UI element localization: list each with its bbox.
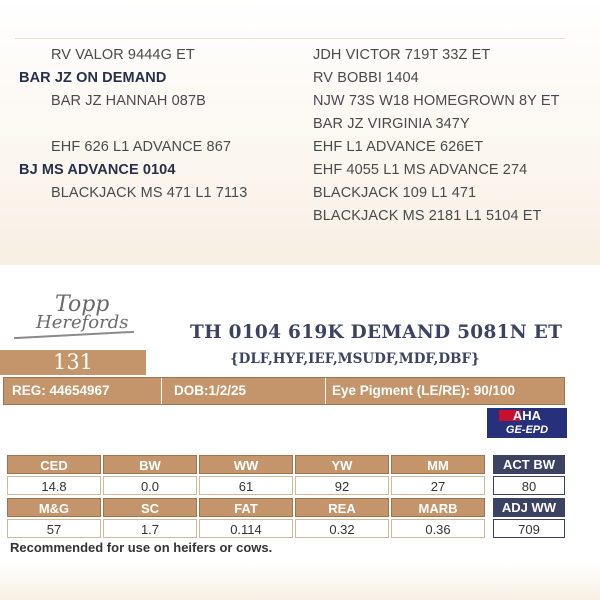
epd-value-yw: 92 xyxy=(295,476,389,495)
epd-value-marb: 0.36 xyxy=(391,519,485,538)
ancestor-7: BLACKJACK 109 L1 471 xyxy=(313,185,477,201)
epd-value-mg: 57 xyxy=(7,519,101,538)
epd-value-ced: 14.8 xyxy=(7,476,101,495)
genetic-codes: {DLF,HYF,IEF,MSUDF,MDF,DBF} xyxy=(230,351,480,367)
ancestor-1: JDH VICTOR 719T 33Z ET xyxy=(313,47,491,63)
epd-label-ww: WW xyxy=(199,455,293,474)
ancestor-4: BAR JZ VIRGINIA 347Y xyxy=(313,116,470,132)
dam-sire: EHF 626 L1 ADVANCE 867 xyxy=(51,139,232,155)
epd-value-fat: 0.114 xyxy=(199,519,293,538)
date-of-birth: DOB:1/2/25 xyxy=(174,383,247,398)
divider xyxy=(325,378,326,404)
logo-line-2: Herefords xyxy=(36,312,129,333)
epd-label-marb: MARB xyxy=(391,498,485,517)
epd-value-mm: 27 xyxy=(391,476,485,495)
epd-value-ww: 61 xyxy=(199,476,293,495)
ancestor-3: NJW 73S W18 HOMEGROWN 8Y ET xyxy=(313,93,560,109)
eye-pigment: Eye Pigment (LE/RE): 90/100 xyxy=(332,383,516,398)
info-bar xyxy=(3,377,565,405)
adj-ww-label: ADJ WW xyxy=(493,498,565,517)
ancestor-2: RV BOBBI 1404 xyxy=(313,70,419,86)
badge-bottom-text: GE-EPD xyxy=(505,424,549,436)
dam: BJ MS ADVANCE 0104 xyxy=(19,162,176,178)
act-bw-value: 80 xyxy=(493,476,565,495)
recommendation-note: Recommended for use on heifers or cows. xyxy=(10,540,273,555)
logo-line-1: Topp xyxy=(55,292,110,317)
ancestor-6: EHF 4055 L1 MS ADVANCE 274 xyxy=(313,162,528,178)
epd-label-rea: REA xyxy=(295,498,389,517)
act-bw-label: ACT BW xyxy=(493,455,565,474)
adj-ww-value: 709 xyxy=(493,519,565,538)
dam-dam: BLACKJACK MS 471 L1 7113 xyxy=(51,185,248,201)
epd-label-sc: SC xyxy=(103,498,197,517)
epd-value-bw: 0.0 xyxy=(103,476,197,495)
badge-top-text: AHA xyxy=(512,408,542,423)
epd-label-ced: CED xyxy=(7,455,101,474)
registration-number: REG: 44654967 xyxy=(12,383,110,398)
sire-sire: RV VALOR 9444G ET xyxy=(51,47,195,63)
epd-value-rea: 0.32 xyxy=(295,519,389,538)
aha-ge-epd-badge xyxy=(487,408,567,438)
sire: BAR JZ ON DEMAND xyxy=(19,70,167,86)
ancestor-8: BLACKJACK MS 2181 L1 5104 ET xyxy=(313,208,542,224)
epd-label-yw: YW xyxy=(295,455,389,474)
epd-label-mg: M&G xyxy=(7,498,101,517)
lot-number: 131 xyxy=(0,350,146,375)
pedigree-section xyxy=(0,0,600,265)
divider xyxy=(15,38,565,39)
animal-name: TH 0104 619K DEMAND 5081N ET xyxy=(190,322,563,343)
bottom-band xyxy=(0,563,600,600)
sire-dam: BAR JZ HANNAH 087B xyxy=(51,93,206,109)
ancestor-5: EHF L1 ADVANCE 626ET xyxy=(313,139,484,155)
divider xyxy=(161,378,162,404)
epd-label-mm: MM xyxy=(391,455,485,474)
epd-label-bw: BW xyxy=(103,455,197,474)
epd-value-sc: 1.7 xyxy=(103,519,197,538)
epd-label-fat: FAT xyxy=(199,498,293,517)
